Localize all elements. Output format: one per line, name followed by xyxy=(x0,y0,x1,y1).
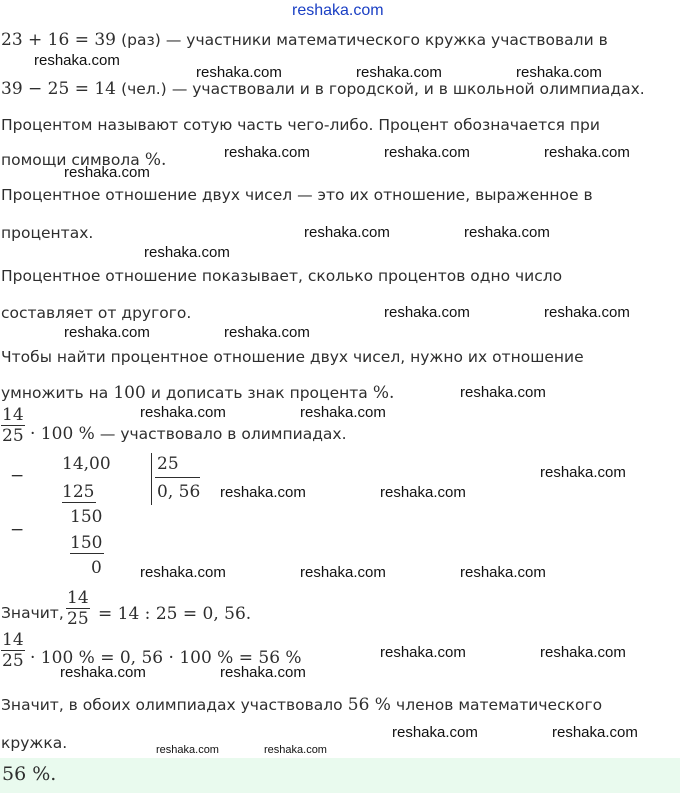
watermark: reshaka.com xyxy=(380,644,466,661)
site-header[interactable]: reshaka.com xyxy=(292,2,384,19)
line-2-expr: 39 − 25 = 14 xyxy=(1,79,116,99)
fraction-numerator: 14 xyxy=(67,588,89,608)
line-1 xyxy=(1,30,608,50)
watermark: reshaka.com xyxy=(540,464,626,481)
watermark: reshaka.com xyxy=(540,644,626,661)
watermark: reshaka.com xyxy=(140,564,226,581)
watermark: reshaka.com xyxy=(34,52,120,69)
watermark: reshaka.com xyxy=(384,304,470,321)
watermark: reshaka.com xyxy=(460,564,546,581)
division-subtrahend-1: 125 xyxy=(62,482,95,502)
definition-4b-post: и дописать знак процента xyxy=(150,384,368,402)
watermark: reshaka.com xyxy=(544,144,630,161)
watermark: reshaka.com xyxy=(464,224,550,241)
line-1-text: — участники математического кружка участвовали в xyxy=(165,31,608,49)
watermark: reshaka.com xyxy=(544,304,630,321)
watermark: reshaka.com xyxy=(64,324,150,341)
watermark: reshaka.com xyxy=(380,484,466,501)
line-2-text: — участвовали и в городской, и в школьной олимпиадах. xyxy=(171,80,645,98)
fraction-line-expr: · 100 % xyxy=(30,424,95,444)
division-dividend: 14,00 xyxy=(62,454,111,474)
conclusion-pre: Значит, в обоих олимпиадах участвовало xyxy=(1,696,343,714)
answer-box xyxy=(0,758,680,793)
fraction-denominator: 25 xyxy=(67,609,89,629)
watermark: reshaka.com xyxy=(140,404,226,421)
znachit-expr: = 14 : 25 = 0, 56. xyxy=(98,604,252,624)
division-vertical-bar xyxy=(151,453,152,505)
result-expr: · 100 % = 0, 56 · 100 % = 56 % xyxy=(30,648,302,668)
watermark: reshaka.com xyxy=(156,744,219,756)
definition-4b-num: 100 xyxy=(113,383,146,403)
division-divisor: 25 xyxy=(157,454,179,474)
division-divisor-line xyxy=(155,477,200,478)
definition-2a: Процентное отношение двух чисел — это их отношение, выраженное в xyxy=(1,186,593,204)
conclusion-post: членов математического xyxy=(396,696,603,714)
definition-1a: Процентом называют сотую часть чего-либо. Процент обозначается при xyxy=(1,116,600,134)
fraction-14-25-a xyxy=(1,405,25,446)
watermark: reshaka.com xyxy=(224,144,310,161)
fraction-numerator: 14 xyxy=(2,630,24,650)
watermark: reshaka.com xyxy=(224,324,310,341)
watermark: reshaka.com xyxy=(384,144,470,161)
watermark: reshaka.com xyxy=(516,64,602,81)
line-2 xyxy=(1,79,645,99)
conclusion-value: 56 % xyxy=(347,695,391,715)
division-minus-1: − xyxy=(10,466,25,486)
division-underline-2 xyxy=(70,553,104,554)
answer-value: 56 %. xyxy=(2,763,57,785)
definition-4a: Чтобы найти процентное отношение двух чисел, нужно их отношение xyxy=(1,348,584,366)
watermark: reshaka.com xyxy=(300,564,386,581)
division-quotient: 0, 56 xyxy=(157,482,201,502)
watermark: reshaka.com xyxy=(220,664,306,681)
watermark: reshaka.com xyxy=(356,64,442,81)
fraction-line-text: — участвовало в олимпиадах. xyxy=(99,425,347,443)
fraction-numerator: 14 xyxy=(2,405,24,425)
division-underline-1 xyxy=(62,502,96,503)
definition-4b-percent: %. xyxy=(372,383,395,403)
watermark: reshaka.com xyxy=(220,484,306,501)
conclusion-line-1 xyxy=(1,695,602,715)
definition-1b-text: помощи символа xyxy=(1,151,140,169)
fraction-line-rest xyxy=(30,424,347,444)
line-1-unit: (раз) xyxy=(121,31,161,49)
watermark: reshaka.com xyxy=(300,404,386,421)
division-remainder-2: 0 xyxy=(91,558,102,578)
definition-2b: процентах. xyxy=(1,224,94,242)
watermark: reshaka.com xyxy=(304,224,390,241)
watermark: reshaka.com xyxy=(144,244,230,261)
watermark: reshaka.com xyxy=(392,724,478,741)
watermark: reshaka.com xyxy=(264,744,327,756)
fraction-denominator: 25 xyxy=(2,651,24,671)
watermark: reshaka.com xyxy=(60,664,146,681)
division-minus-2: − xyxy=(10,520,25,540)
percent-symbol: %. xyxy=(144,150,167,170)
definition-4b xyxy=(1,383,394,403)
fraction-14-25-c xyxy=(1,630,25,671)
watermark: reshaka.com xyxy=(552,724,638,741)
definition-3a: Процентное отношение показывает, сколько процентов одно число xyxy=(1,267,563,285)
fraction-14-25-b xyxy=(66,588,90,629)
line-1-expr: 23 + 16 = 39 xyxy=(1,30,116,50)
definition-4b-pre: умножить на xyxy=(1,384,109,402)
watermark: reshaka.com xyxy=(460,384,546,401)
watermark: reshaka.com xyxy=(196,64,282,81)
definition-3b: составляет от другого. xyxy=(1,304,192,322)
division-subtrahend-2: 150 xyxy=(70,533,103,553)
division-remainder-1: 150 xyxy=(70,507,103,527)
watermark: reshaka.com xyxy=(64,164,150,181)
fraction-denominator: 25 xyxy=(2,426,24,446)
znachit-label: Значит, xyxy=(1,604,64,622)
line-2-unit: (чел.) xyxy=(121,80,167,98)
conclusion-line-2: кружка. xyxy=(1,734,68,752)
